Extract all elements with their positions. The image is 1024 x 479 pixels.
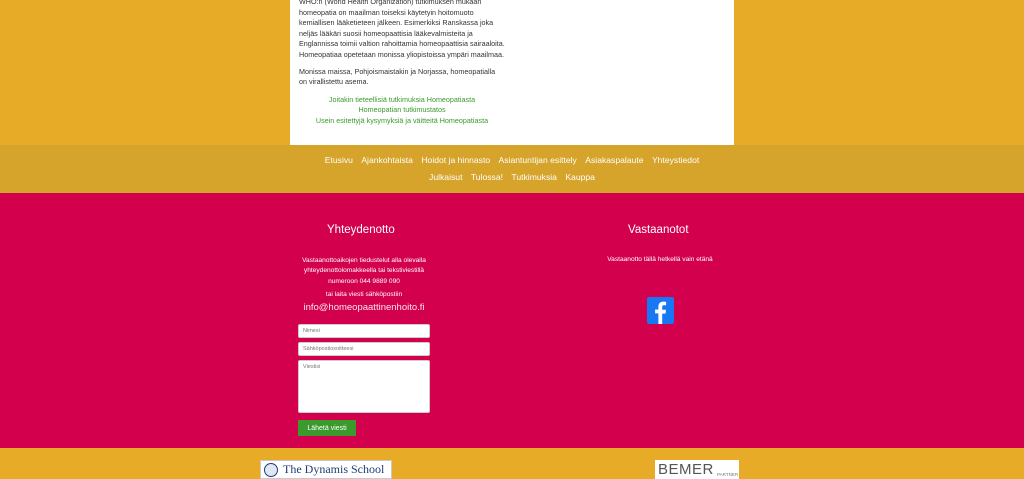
content-band [0, 0, 1024, 145]
link-results[interactable]: Homeopatian tutkimustatos [358, 105, 446, 115]
partner-logos-band [0, 448, 1024, 479]
contact-instructions: Vastaanottoaikojen tiedustelut alla olevalla yhteydenottolomakkeella tai tekstiviestillä numeroon 044 9889 090 [302, 257, 426, 285]
nav-item-ajankohtaista[interactable]: Ajankohtaista [361, 155, 413, 165]
bemer-partner-logo[interactable] [655, 460, 739, 479]
nav-item-etusivu[interactable]: Etusivu [324, 155, 353, 165]
article-links [299, 95, 505, 126]
link-research[interactable]: Joitakin tieteellisiä tutkimuksia Homeopatiasta [328, 94, 476, 104]
footer-nav [0, 145, 1024, 193]
facebook-icon[interactable] [647, 297, 674, 324]
send-message-button[interactable]: Lähetä viesti [298, 420, 356, 436]
contact-email-intro: tai laita viesti sähköpostiin [325, 291, 403, 298]
bemer-logo-subtext: PARTNER [717, 472, 739, 477]
nav-item-julkaisut[interactable]: Julkaisut [429, 172, 463, 182]
nav-item-asiakaspalaute[interactable]: Asiakaspalaute [585, 155, 644, 165]
footer-nav-row-2 [0, 172, 1024, 182]
contact-title: Yhteydenotto [327, 224, 395, 236]
message-textarea[interactable] [298, 360, 430, 413]
contact-email-link[interactable]: info@homeopaattinenhoito.fi [303, 302, 425, 313]
nav-item-hoidot[interactable]: Hoidot ja hinnasto [421, 155, 491, 165]
dynamis-emblem-icon [264, 463, 278, 477]
reception-title: Vastaanotot [628, 224, 689, 236]
dynamis-school-logo[interactable] [260, 460, 392, 479]
dynamis-logo-text: The Dynamis School [283, 462, 385, 476]
article-card [290, 0, 734, 145]
nav-item-tutkimuksia[interactable]: Tutkimuksia [511, 172, 557, 182]
article-paragraph-who: WHO:n (World Health Organization) tutkimuksen mukaan homeopatia on maailman toiseksi käytetyin hoitomuoto kemiallisen lääketieteen jälkeen. Esimerkiksi Ranskassa joka neljäs lääkäri suosii homeopaattisia lääkevalmisteita ja Englannissa toimii valtion rahoittamia homeopaattisia sairaaloita. Homeopatiaa opetetaan monissa yliopistoissa ympäri maailmaa. [299, 0, 505, 59]
name-input[interactable] [298, 324, 430, 338]
nav-item-asiantuntija[interactable]: Asiantuntijan esittely [498, 155, 577, 165]
footer-nav-row-1 [0, 155, 1024, 165]
nav-item-kauppa[interactable]: Kauppa [565, 172, 595, 182]
email-input[interactable] [298, 342, 430, 356]
contact-section [0, 193, 1024, 448]
link-faq[interactable]: Usein esitettyjä kysymyksiä ja väitteitä Homeopatiasta [315, 115, 489, 125]
article-paragraph-status: Monissa maissa, Pohjoismaistakin ja Norjassa, homeopatialla on virallistettu asema. [299, 66, 496, 87]
reception-info: Vastaanotto tällä hetkellä vain etänä [607, 256, 713, 263]
nav-item-tulossa[interactable]: Tulossa! [470, 172, 504, 182]
nav-item-yhteystiedot[interactable]: Yhteystiedot [651, 155, 700, 165]
bemer-logo-text: BEMER [658, 461, 714, 478]
